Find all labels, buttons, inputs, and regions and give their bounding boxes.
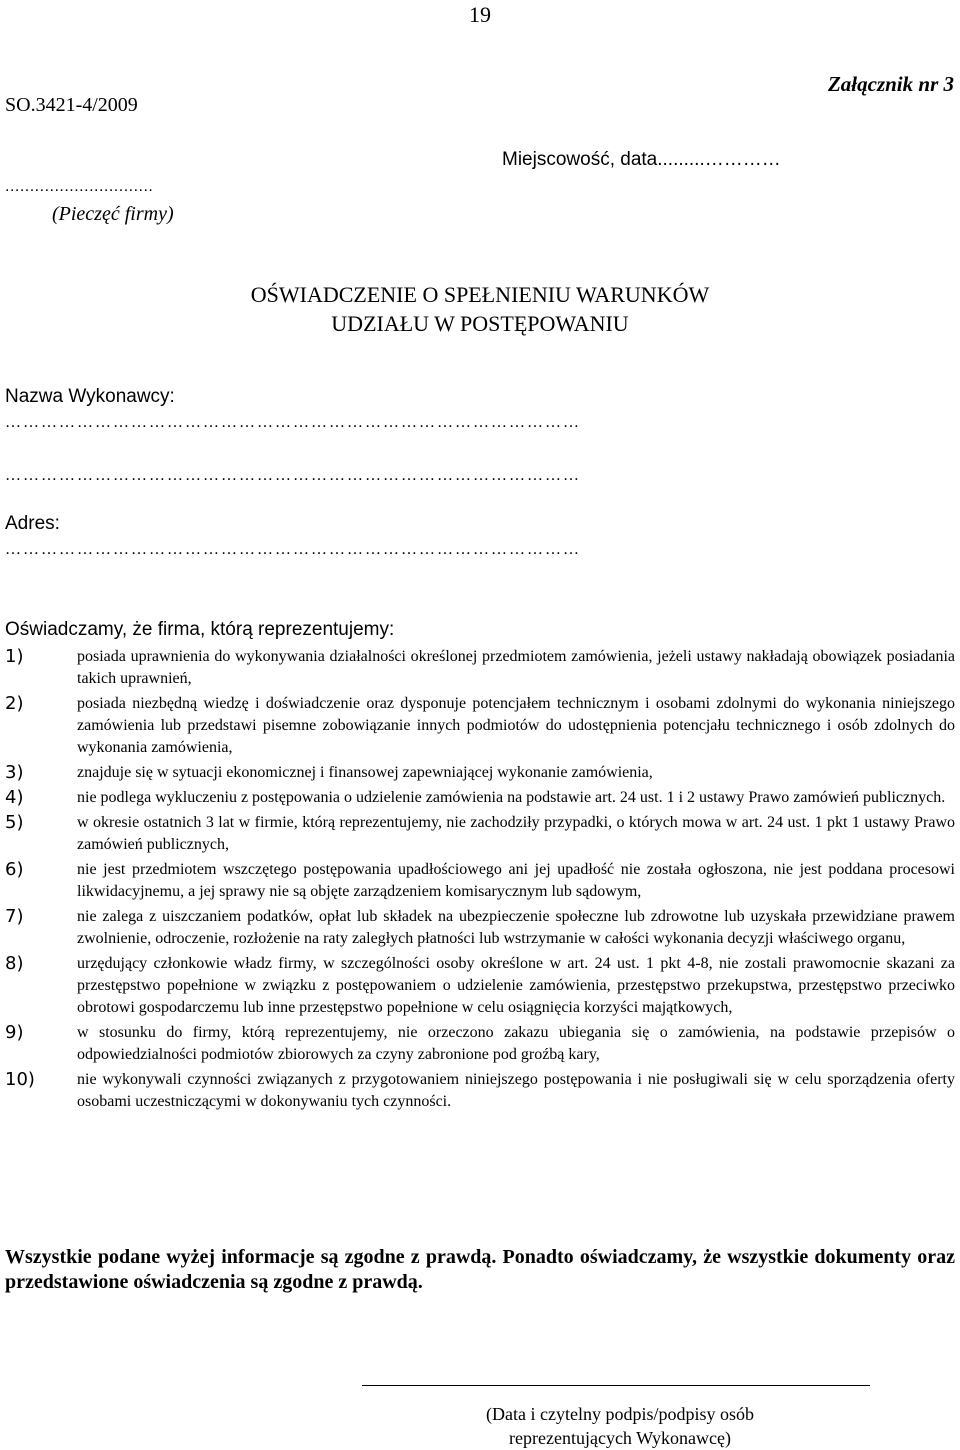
signature-caption [440, 1402, 800, 1450]
list-item-number: 5) [5, 812, 24, 833]
stamp-label: (Pieczęć firmy) [52, 203, 174, 225]
list-item-number: 3) [5, 762, 24, 783]
list-item-number: 1) [5, 646, 24, 667]
contractor-name-line-1: …………………………………………………………………………………… [5, 414, 581, 431]
list-item-text: nie zalega z uiszczaniem podatków, opłat lub składek na ubezpieczenie społeczne lub zdrowotne lub uzyskała przewidziane prawem zwolnienie, odroczenie, rozłożenie na raty zaległych płatności lub wstrzymanie w całości wykonania decyzji właściwego organu, [77, 908, 955, 947]
list-item [5, 953, 955, 1019]
stamp-placeholder: .............................. [5, 178, 154, 195]
statement-intro: Oświadczamy, że firma, którą reprezentujemy: [5, 619, 395, 640]
list-item-number: 9) [5, 1022, 24, 1043]
signature-caption-line-1: (Data i czytelny podpis/podpisy osób [486, 1404, 754, 1424]
list-item [5, 812, 955, 856]
list-item-number: 2) [5, 693, 24, 714]
page-number: 19 [469, 2, 491, 27]
address-label: Adres: [5, 513, 60, 534]
signature-caption-line-2: reprezentujących Wykonawcę) [509, 1428, 731, 1448]
list-item-text: nie jest przedmiotem wszczętego postępowania upadłościowego ani jej upadłość nie została ogłoszona, nie jest poddana procesowi likwidacyjnemu, a jej sprawy nie są objęte zarządzeniem komisarycznym lub sądowym, [77, 861, 955, 900]
list-item-number: 8) [5, 953, 24, 974]
signature-line [362, 1385, 870, 1386]
contractor-name-label: Nazwa Wykonawcy: [5, 386, 175, 407]
list-item-number: 7) [5, 906, 24, 927]
list-item [5, 693, 955, 759]
list-item-text: znajduje się w sytuacji ekonomicznej i finansowej zapewniającej wykonanie zamówienia, [77, 764, 653, 781]
list-item [5, 906, 955, 950]
contractor-name-line-2: …………………………………………………………………………………… [5, 467, 581, 484]
list-item-text: nie podlega wykluczeniu z postępowania o udzielenie zamówienia na podstawie art. 24 ust. 1 i 2 ustawy Prawo zamówień publicznych. [77, 789, 946, 806]
document-title [0, 280, 960, 338]
reference-number: SO.3421-4/2009 [5, 94, 138, 116]
list-item [5, 859, 955, 903]
statement-list [5, 646, 955, 1116]
list-item [5, 1022, 955, 1066]
list-item-text: w okresie ostatnich 3 lat w firmie, którą reprezentujemy, nie zachodziły przypadki, o których mowa w art. 24 ust. 1 pkt 1 ustawy Prawo zamówień publicznych, [77, 814, 955, 853]
list-item [5, 646, 955, 690]
list-item [5, 1069, 955, 1113]
list-item [5, 762, 955, 784]
title-line-1: OŚWIADCZENIE O SPEŁNIENIU WARUNKÓW [250, 282, 710, 307]
list-item-number: 10) [5, 1069, 35, 1090]
title-line-2: UDZIAŁU W POSTĘPOWANIU [331, 311, 629, 336]
list-item-text: nie wykonywali czynności związanych z przygotowaniem niniejszego postępowania i nie posługiwali się w celu sporządzenia oferty osobami uczestniczącymi w dokonywaniu tych czynności. [77, 1071, 955, 1110]
list-item-text: posiada niezbędną wiedzę i doświadczenie oraz dysponuje potencjałem technicznym i osobami zdolnymi do wykonania niniejszego zamówienia lub przedstawi pisemne zobowiązanie innych podmiotów do udostępnienia potencjału technicznego i osób zdolnych do wykonania zamówienia, [77, 695, 955, 756]
closing-statement: Wszystkie podane wyżej informacje są zgodne z prawdą. Ponadto oświadczamy, że wszystkie dokumenty oraz przedstawione oświadczenia są zgodne z prawdą. [5, 1246, 955, 1293]
place-date-field: Miejscowość, data.........………… [502, 149, 781, 170]
list-item-text: urzędujący członkowie władz firmy, w szczególności osoby określone w art. 24 ust. 1 pkt 4-8, nie zostali prawomocnie skazani za przestępstwo popełnione w związku z postępowaniem o udzielenie zamówienia, przestępstwo przekupstwa, przestępstwo przeciwko obrotowi gospodarczemu lub inne przestępstwo popełnione w celu osiągnięcia korzyści majątkowych, [77, 955, 955, 1016]
list-item [5, 787, 955, 809]
list-item-text: w stosunku do firmy, którą reprezentujemy, nie orzeczono zakazu ubiegania się o zamówienia, na podstawie przepisów o odpowiedzialności podmiotów zbiorowych za czyny zabronione pod groźbą kary, [77, 1024, 955, 1063]
list-item-text: posiada uprawnienia do wykonywania działalności określonej przedmiotem zamówienia, jeżeli ustawy nakładają obowiązek posiadania takich uprawnień, [77, 648, 955, 687]
address-line: …………………………………………………………………………………… [5, 541, 581, 558]
list-item-number: 6) [5, 859, 24, 880]
list-item-number: 4) [5, 787, 24, 808]
attachment-label: Załącznik nr 3 [827, 72, 954, 96]
